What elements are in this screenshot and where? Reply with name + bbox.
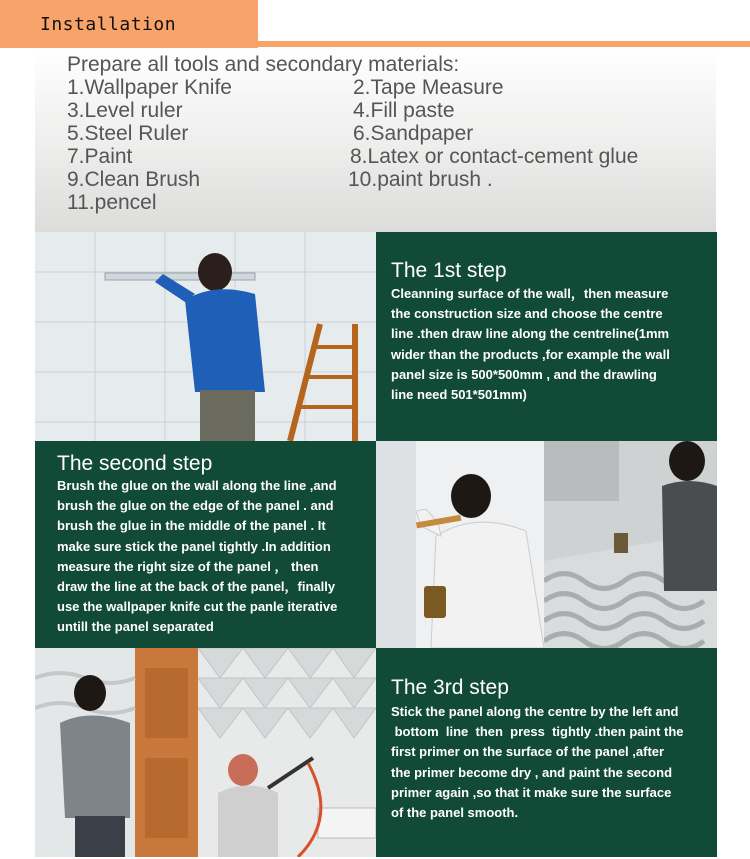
tool-item: 8.Latex or contact-cement glue	[350, 145, 639, 168]
text-line: brush the glue on the edge of the panel . and	[57, 498, 334, 514]
text-line: of the panel smooth.	[391, 805, 519, 821]
step1-text	[391, 284, 713, 405]
step2-text	[57, 476, 375, 638]
text-line: measure the right size of the panel ， then	[57, 558, 319, 574]
tool-item: 5.Steel Ruler	[67, 122, 189, 145]
text-line: line .then draw line along the centreline(1mm	[391, 326, 670, 342]
step3-text	[391, 702, 717, 823]
tool-item: 1.Wallpaper Knife	[67, 76, 232, 99]
tools-panel	[35, 48, 716, 232]
text-line: Stick the panel along the centre by the left and	[391, 704, 679, 719]
page-title: Installation	[40, 14, 177, 35]
tools-heading: Prepare all tools and secondary materials:	[67, 53, 460, 76]
tool-item: 2.Tape Measure	[353, 76, 504, 99]
text-line: panel size is 500*500mm , and the drawling	[391, 366, 657, 382]
step3-title: The 3rd step	[391, 676, 509, 699]
text-line: bottom line then press tightly .then paint the	[391, 724, 684, 740]
text-line: untill the panel separated	[57, 619, 214, 635]
text-line: line need 501*501mm)	[391, 387, 527, 403]
text-line: use the wallpaper knife cut the panle iterative	[57, 599, 338, 615]
tool-item: 4.Fill paste	[353, 99, 455, 122]
text-line: make sure stick the panel tightly .In addition	[57, 538, 331, 554]
step2-photo-brushing	[376, 441, 544, 648]
step3-photo-door	[35, 648, 198, 857]
text-line: primer again ,so that it make sure the surface	[391, 784, 672, 800]
tool-item: 10.paint brush .	[348, 168, 493, 191]
tool-item: 6.Sandpaper	[353, 122, 474, 145]
step1-panel	[376, 232, 717, 441]
text-line: the construction size and choose the centre	[391, 306, 663, 322]
tool-item: 7.Paint	[67, 145, 133, 168]
tool-item: 11.pencel	[67, 191, 157, 214]
text-line: Brush the glue on the wall along the line ,and	[57, 478, 337, 493]
text-line: brush the glue in the middle of the panel . It	[57, 518, 326, 534]
step1-photo	[35, 232, 376, 441]
text-line: Cleanning surface of the wall，then measure	[391, 286, 669, 301]
tool-item: 3.Level ruler	[67, 99, 183, 122]
step2-photo-panel	[544, 441, 717, 648]
tool-item: 9.Clean Brush	[67, 168, 201, 191]
header-divider	[0, 41, 750, 47]
step3-photo-spraying	[198, 648, 376, 857]
step2-panel	[35, 441, 376, 648]
text-line: wider than the products ,for example the wall	[391, 346, 670, 362]
step1-title: The 1st step	[391, 259, 507, 282]
step2-title: The second step	[57, 452, 213, 475]
text-line: first primer on the surface of the panel ,after	[391, 744, 665, 760]
text-line: draw the line at the back of the panel，finally	[57, 579, 336, 595]
text-line: the primer become dry , and paint the second	[391, 764, 673, 780]
step3-panel	[376, 648, 717, 857]
